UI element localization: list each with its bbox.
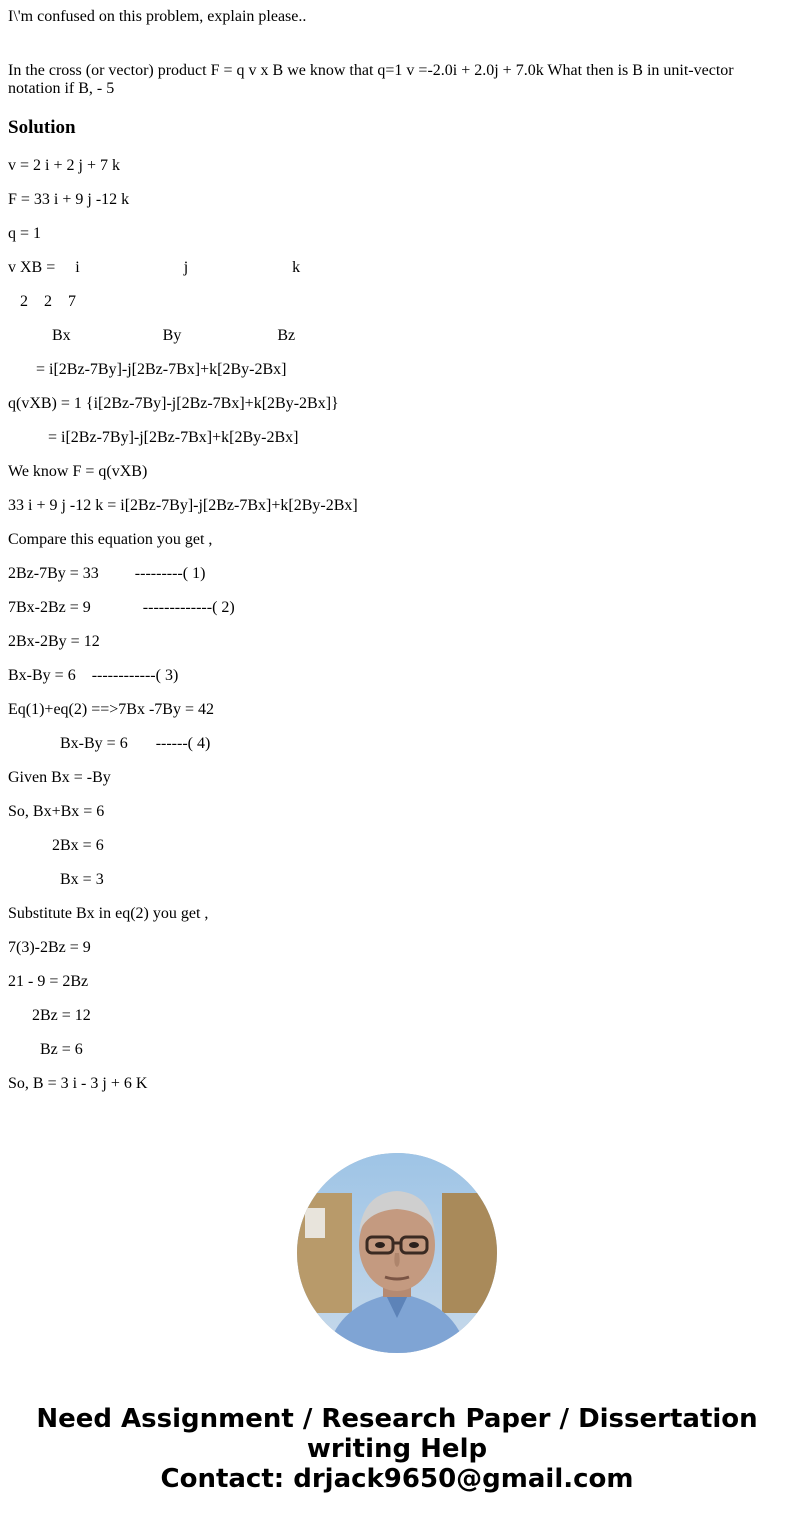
solution-line: q = 1 — [8, 225, 42, 242]
footer-line-1: Need Assignment / Research Paper / Dissertation — [36, 1404, 758, 1434]
solution-line: Given Bx = -By — [8, 769, 111, 786]
solution-line: Bz = 6 — [8, 1041, 83, 1058]
solution-line: Bx-By = 6 ------( 4) — [8, 735, 211, 752]
solution-line: So, B = 3 i - 3 j + 6 K — [8, 1075, 148, 1092]
solution-line: = i[2Bz-7By]-j[2Bz-7Bx]+k[2By-2Bx] — [8, 429, 299, 446]
solution-line: 21 - 9 = 2Bz — [8, 973, 89, 990]
portrait-image — [297, 1153, 497, 1353]
solution-line: 2Bx = 6 — [8, 837, 104, 854]
solution-line: = i[2Bz-7By]-j[2Bz-7Bx]+k[2By-2Bx] — [8, 361, 287, 378]
solution-line: 2 2 7 — [8, 293, 76, 310]
solution-line: 2Bx-2By = 12 — [8, 633, 100, 650]
solution-line: We know F = q(vXB) — [8, 463, 148, 480]
solution-line: F = 33 i + 9 j -12 k — [8, 191, 130, 208]
solution-line: 7Bx-2Bz = 9 -------------( 2) — [8, 599, 235, 616]
solution-line: Bx = 3 — [8, 871, 104, 888]
solution-line: Compare this equation you get , — [8, 531, 213, 548]
solution-line: Bx By Bz — [8, 327, 296, 344]
footer-line-2: writing Help — [306, 1434, 488, 1464]
solution-line: 2Bz = 12 — [8, 1007, 91, 1024]
footer-contact: Contact: drjack9650@gmail.com — [160, 1464, 634, 1494]
solution-line: 33 i + 9 j -12 k = i[2Bz-7By]-j[2Bz-7Bx]+k[2By-2Bx] — [8, 497, 358, 514]
solution-heading: Solution — [8, 117, 76, 138]
solution-line: Eq(1)+eq(2) ==>7Bx -7By = 42 — [8, 701, 214, 718]
solution-line: v = 2 i + 2 j + 7 k — [8, 157, 120, 174]
question-text: In the cross (or vector) product F = q v x B we know that q=1 v =-2.0i + 2.0j + 7.0k What then is B in unit-vector notation if B, - 5 — [8, 62, 734, 97]
footer-banner — [0, 1404, 794, 1494]
solution-line: Substitute Bx in eq(2) you get , — [8, 905, 209, 922]
intro-text: I\'m confused on this problem, explain please.. — [8, 8, 307, 25]
solution-line: 7(3)-2Bz = 9 — [8, 939, 91, 956]
solution-line: 2Bz-7By = 33 ---------( 1) — [8, 565, 206, 582]
solution-line: Bx-By = 6 ------------( 3) — [8, 667, 179, 684]
solution-line: q(vXB) = 1 {i[2Bz-7By]-j[2Bz-7Bx]+k[2By-2Bx]} — [8, 395, 339, 412]
solution-line: So, Bx+Bx = 6 — [8, 803, 105, 820]
avatar — [297, 1153, 497, 1353]
solution-line: v XB = i j k — [8, 259, 301, 276]
